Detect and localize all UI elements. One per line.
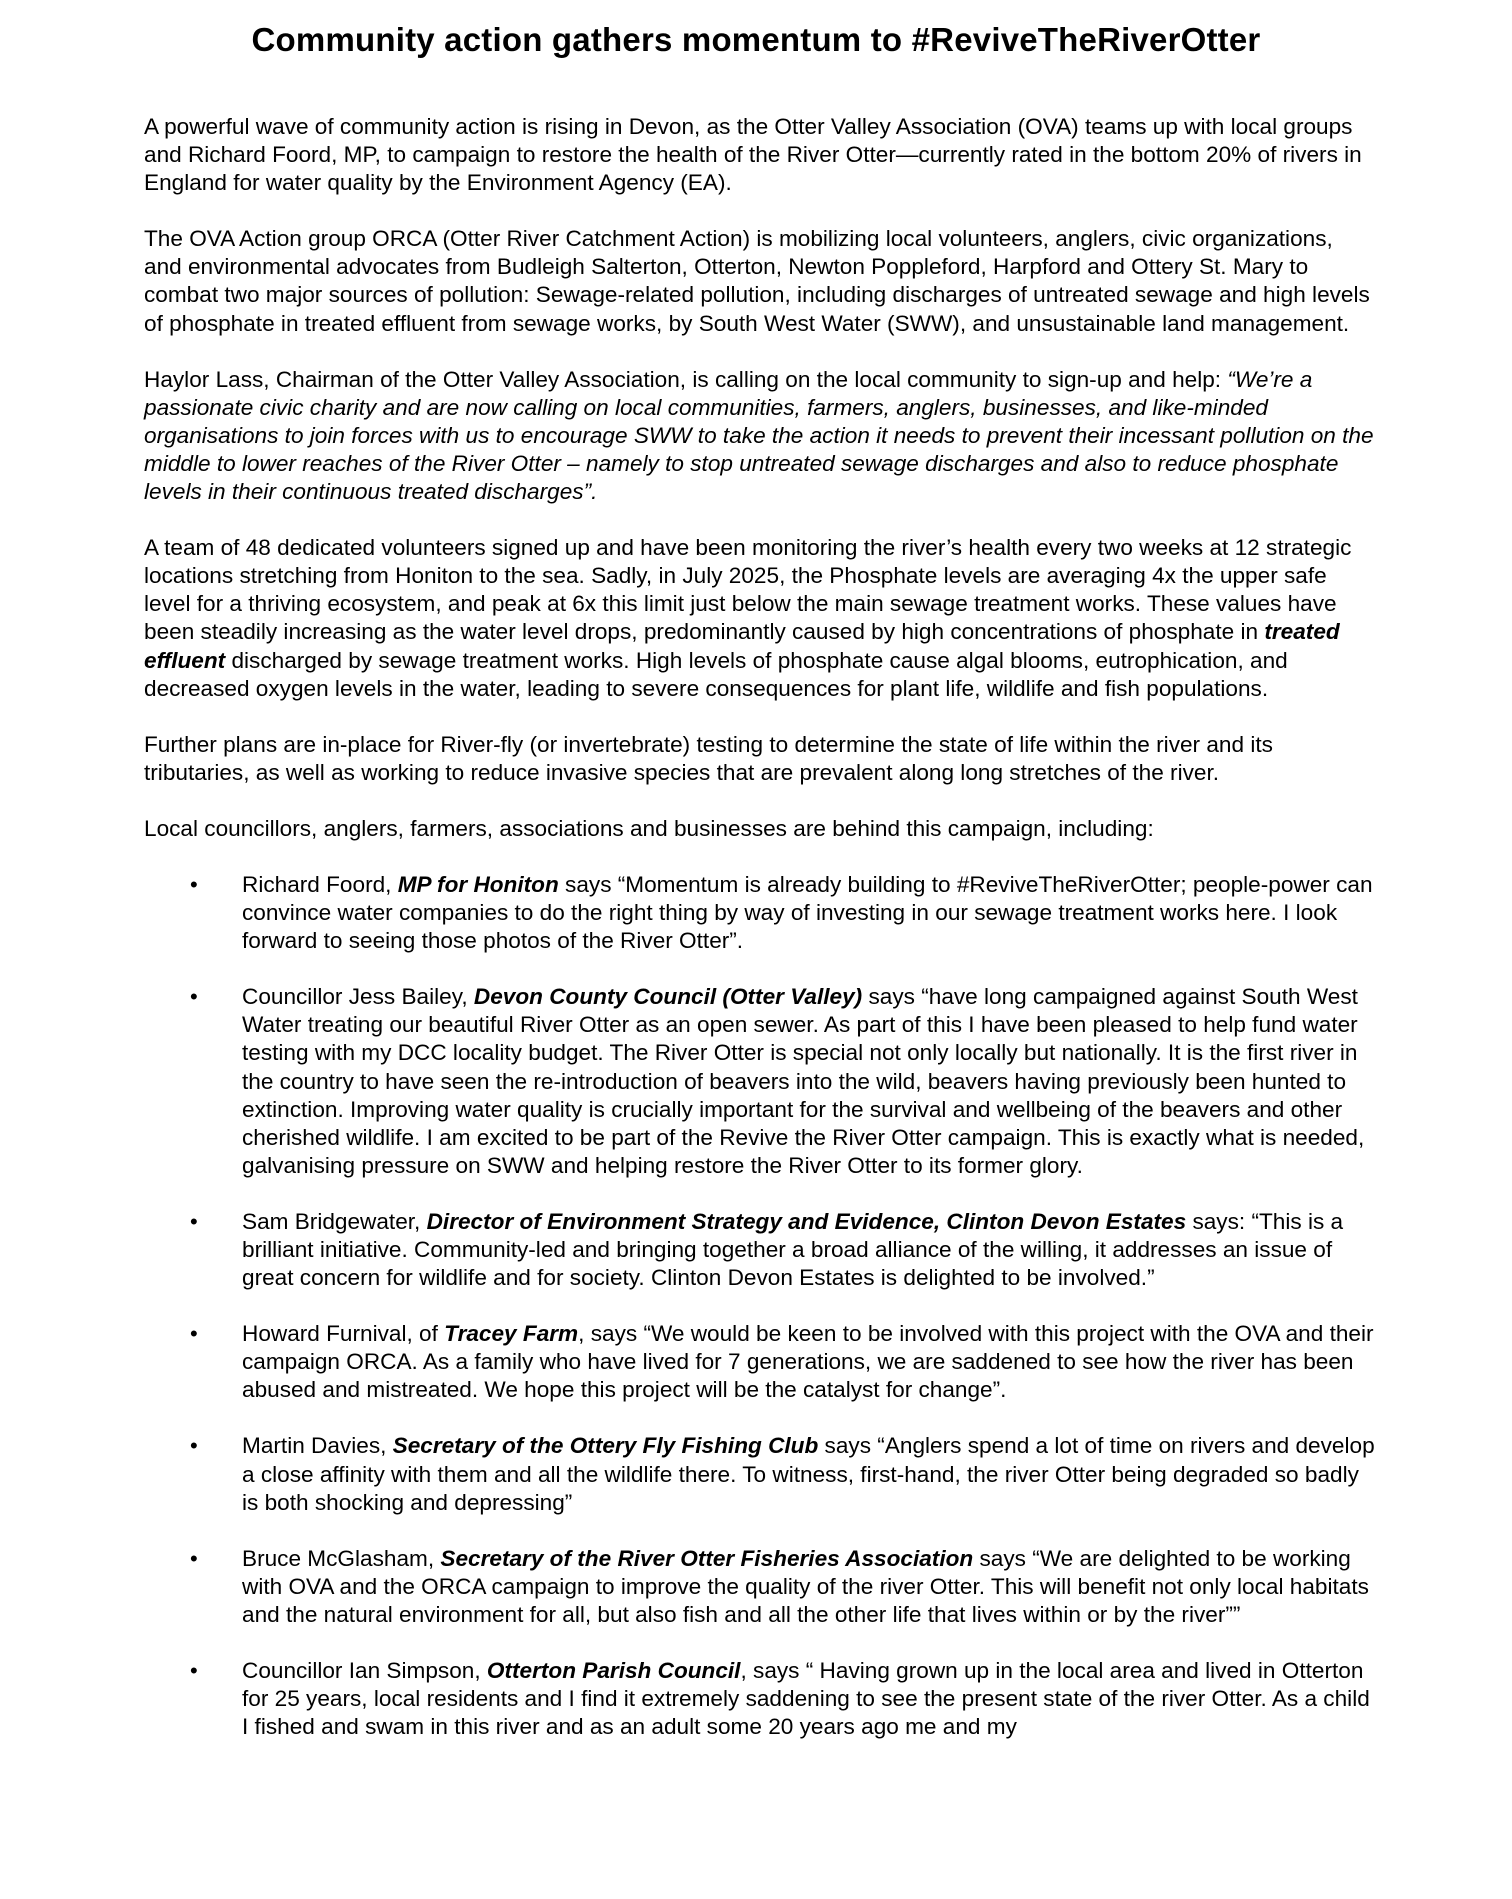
orca-paragraph: The OVA Action group ORCA (Otter River Catchment Action) is mobilizing local volunteers, anglers, civic organizations, and environmental advocates from Budleigh Salterton, Otterton, Newton Poppleford, Harpford and Ottery St. Mary to combat two major sources of pollution: Sewage-related pollution, including discharges of untreated sewage and high levels of phosphate in treated effluent from sewage works, by South West Water (SWW), and unsustainable land management.	[144, 226, 1370, 336]
supporter-name: Councillor Jess Bailey,	[242, 984, 474, 1010]
bullet-icon: •	[190, 1545, 198, 1571]
volunteers-paragraph	[144, 534, 1376, 703]
list-item	[144, 983, 1376, 1180]
bullet-icon: •	[190, 1433, 198, 1459]
supporters-intro-paragraph: Local councillors, anglers, farmers, associations and businesses are behind this campaign, including:	[144, 815, 1154, 841]
list-item	[144, 1208, 1376, 1292]
bullet-icon: •	[190, 1208, 198, 1234]
supporter-org: Otterton Parish Council	[486, 1658, 741, 1684]
supporter-quote: , says “ Having grown up in the local area and lived in Otterton for 25 years, local residents and I find it extremely saddening to see the present state of the river Otter. As a child I fished and swam in this river and as an adult some 20 years ago me and my	[242, 1658, 1370, 1740]
supporter-name: Howard Furnival, of	[242, 1321, 445, 1347]
supporter-name: Councillor Ian Simpson,	[242, 1658, 487, 1684]
supporter-name: Martin Davies,	[242, 1433, 393, 1459]
supporter-quote: says: “This is a brilliant initiative. Community-led and bringing together a broad alliance of the willing, it addresses an issue of great concern for wildlife and for society. Clinton Devon Estates is delighted to be involved.”	[242, 1208, 1344, 1291]
supporter-name: Richard Foord,	[242, 871, 398, 897]
bullet-icon: •	[190, 871, 198, 897]
list-item	[144, 1320, 1376, 1404]
supporter-quote: , says “We would be keen to be involved with this project with the OVA and their campaign ORCA. As a family who have lived for 7 generations, we are saddened to see how the river has been abused and mistreated. We hope this project will be the catalyst for change”.	[242, 1321, 1374, 1403]
page-title: Community action gathers momentum to #ReviveTheRiverOtter	[251, 21, 1261, 58]
supporter-org: Secretary of the River Otter Fisheries Association	[440, 1545, 974, 1571]
intro-paragraph: A powerful wave of community action is rising in Devon, as the Otter Valley Association (OVA) teams up with local groups and Richard Foord, MP, to campaign to restore the health of the River Otter—currently rated in the bottom 20% of rivers in England for water quality by the Environment Agency (EA).	[144, 114, 1362, 196]
article-body	[144, 113, 1376, 1769]
bullet-icon: •	[190, 1321, 198, 1347]
supporter-name: Sam Bridgewater,	[242, 1208, 427, 1234]
supporter-name: Bruce McGlasham,	[242, 1545, 441, 1571]
supporter-quote: says “have long campaigned against South West Water treating our beautiful River Otter as an open sewer. As part of this I have been pleased to help fund water testing with my DCC locality budget. The River Otter is special not only locally but nationally. It is the first river in the country to have seen the re-introduction of beavers into the wild, beavers having previously been hunted to extinction. Improving water quality is crucially important for the survival and wellbeing of the beavers and other cherished wildlife. I am excited to be part of the Revive the River Otter campaign. This is exactly what is needed, galvanising pressure on SWW and helping restore the River Otter to its former glory.	[242, 984, 1365, 1178]
list-item	[144, 1432, 1376, 1516]
bullet-icon: •	[190, 1658, 198, 1684]
volunteers-text-b: discharged by sewage treatment works. High levels of phosphate cause algal blooms, eutrophication, and decreased oxygen levels in the water, leading to severe consequences for plant life, wildlife and fish populations.	[144, 647, 1288, 701]
list-item	[144, 1545, 1376, 1629]
supporter-quote: says “Anglers spend a lot of time on rivers and develop a close affinity with them and all the wildlife there. To witness, first-hand, the river Otter being degraded so badly is both shocking and depressing”	[242, 1433, 1375, 1515]
chairman-paragraph	[144, 366, 1376, 506]
list-item	[144, 871, 1376, 955]
further-plans-paragraph: Further plans are in-place for River-fly (or invertebrate) testing to determine the state of life within the river and its tributaries, as well as working to reduce invasive species that are prevalent along long stretches of the river.	[144, 731, 1273, 785]
supporter-quote: says “Momentum is already building to #ReviveTheRiverOtter; people-power can convince water companies to do the right thing by way of investing in our sewage treatment works here. I look forward to seeing those photos of the River Otter”.	[242, 871, 1373, 954]
supporter-quote: says “We are delighted to be working with OVA and the ORCA campaign to improve the quality of the river Otter. This will benefit not only local habitats and the natural environment for all, but also fish and all the other life that lives within or by the river””	[242, 1545, 1369, 1627]
bullet-icon: •	[190, 984, 198, 1010]
list-item	[144, 1657, 1376, 1741]
volunteers-text-a: A team of 48 dedicated volunteers signed up and have been monitoring the river’s health every two weeks at 12 strategic locations stretching from Honiton to the sea. Sadly, in July 2025, the Phosphate levels are averaging 4x the upper safe level for a thriving ecosystem, and peak at 6x this limit just below the main sewage treatment works. These values have been steadily increasing as the water level drops, predominantly caused by high concentrations of phosphate in	[144, 535, 1352, 645]
chairman-intro: Haylor Lass, Chairman of the Otter Valley Association, is calling on the local community to sign-up and help:	[144, 366, 1222, 392]
supporters-list	[144, 871, 1376, 1741]
supporter-org: Tracey Farm	[444, 1321, 579, 1347]
supporter-org: Devon County Council (Otter Valley)	[473, 984, 863, 1010]
supporter-org: Director of Environment Strategy and Evidence, Clinton Devon Estates	[426, 1208, 1187, 1234]
supporter-org: MP for Honiton	[397, 871, 559, 897]
chairman-quote: “We’re a passionate civic charity and are now calling on local communities, farmers, anglers, businesses, and like-minded organisations to join forces with us to encourage SWW to take the action it needs to prevent their incessant pollution on the middle to lower reaches of the River Otter – namely to stop untreated sewage discharges and also to reduce phosphate levels in their continuous treated discharges”.	[144, 366, 1374, 505]
treated-effluent-emphasis: treated effluent	[144, 619, 1340, 673]
supporter-org: Secretary of the Ottery Fly Fishing Club	[392, 1433, 819, 1459]
